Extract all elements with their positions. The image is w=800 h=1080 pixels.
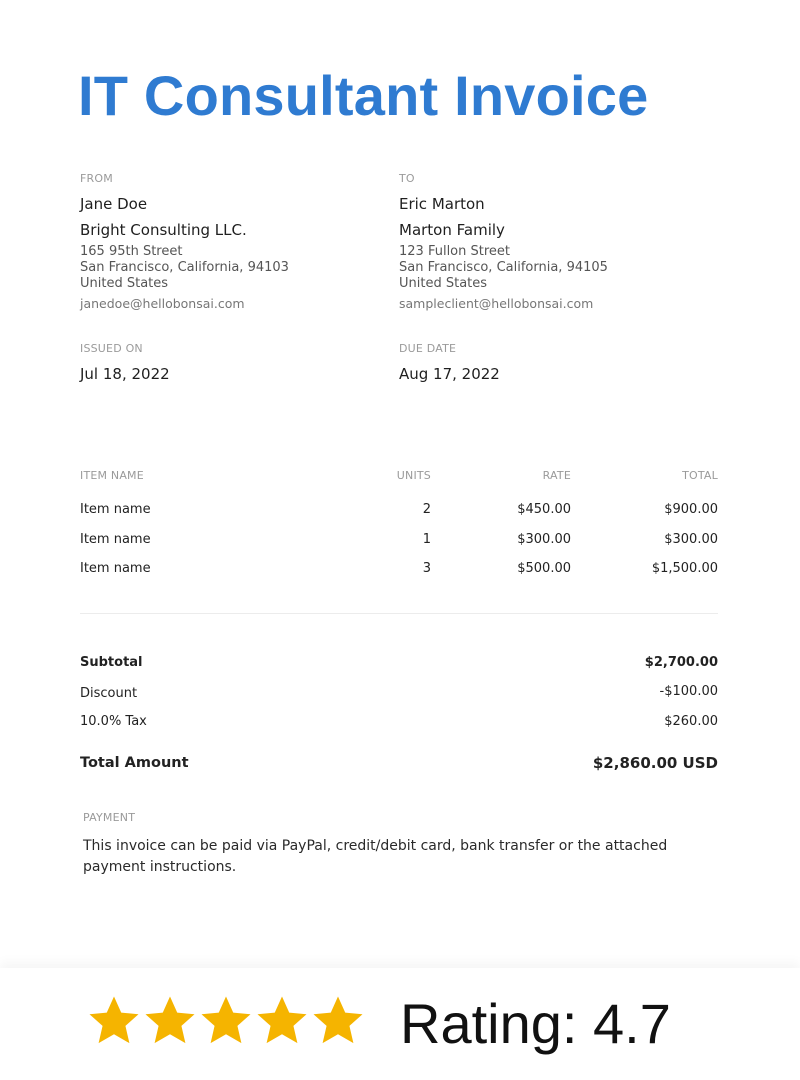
from-name: Jane Doe bbox=[80, 195, 148, 213]
row-item-name: Item name bbox=[80, 532, 151, 547]
total-amount-value: $2,860.00 USD bbox=[592, 754, 718, 772]
to-email: sampleclient@hellobonsai.com bbox=[399, 296, 594, 311]
to-country: United States bbox=[399, 276, 488, 291]
row-units: 2 bbox=[422, 502, 431, 517]
star-icon bbox=[310, 993, 366, 1049]
header-rate: RATE bbox=[542, 469, 571, 482]
tax-value: $260.00 bbox=[664, 714, 718, 729]
rating-stars bbox=[86, 993, 366, 1053]
to-address-line2: San Francisco, California, 94105 bbox=[399, 260, 608, 275]
from-address-line2: San Francisco, California, 94103 bbox=[80, 260, 289, 275]
issued-on-date: Jul 18, 2022 bbox=[80, 365, 170, 383]
row-total: $900.00 bbox=[664, 502, 718, 517]
issued-on-label: ISSUED ON bbox=[80, 342, 143, 355]
table-divider bbox=[80, 613, 718, 614]
row-units: 1 bbox=[422, 532, 431, 547]
row-item-name: Item name bbox=[80, 561, 151, 576]
from-email: janedoe@hellobonsai.com bbox=[80, 296, 245, 311]
invoice-title: IT Consultant Invoice bbox=[78, 64, 649, 127]
row-item-name: Item name bbox=[80, 502, 151, 517]
rating-text: Rating: 4.7 bbox=[400, 992, 671, 1055]
row-rate: $500.00 bbox=[517, 561, 571, 576]
from-address-line1: 165 95th Street bbox=[80, 244, 183, 259]
star-icon bbox=[254, 993, 310, 1049]
row-total: $300.00 bbox=[664, 532, 718, 547]
from-company: Bright Consulting LLC. bbox=[80, 221, 247, 239]
tax-label: 10.0% Tax bbox=[80, 714, 147, 729]
row-rate: $450.00 bbox=[517, 502, 571, 517]
star-icon bbox=[142, 993, 198, 1049]
to-name: Eric Marton bbox=[399, 195, 485, 213]
header-total: TOTAL bbox=[682, 469, 718, 482]
row-total: $1,500.00 bbox=[651, 561, 718, 576]
subtotal-label: Subtotal bbox=[80, 655, 143, 670]
header-units: UNITS bbox=[396, 469, 431, 482]
star-icon bbox=[86, 993, 142, 1049]
total-amount-label: Total Amount bbox=[80, 755, 189, 771]
discount-value: -$100.00 bbox=[659, 684, 718, 699]
subtotal-value: $2,700.00 bbox=[644, 655, 718, 670]
to-label: TO bbox=[399, 172, 415, 185]
row-units: 3 bbox=[422, 561, 431, 576]
payment-label: PAYMENT bbox=[83, 811, 136, 824]
from-country: United States bbox=[80, 276, 169, 291]
star-icon bbox=[198, 993, 254, 1049]
due-date-value: Aug 17, 2022 bbox=[399, 365, 500, 383]
header-item-name: ITEM NAME bbox=[80, 469, 144, 482]
from-label: FROM bbox=[80, 172, 113, 185]
discount-label: Discount bbox=[80, 686, 138, 701]
to-company: Marton Family bbox=[399, 221, 505, 239]
payment-instructions: This invoice can be paid via PayPal, credit/debit card, bank transfer or the attached payment instructions. bbox=[83, 838, 668, 875]
to-address-line1: 123 Fullon Street bbox=[399, 244, 511, 259]
row-rate: $300.00 bbox=[517, 532, 571, 547]
due-date-label: DUE DATE bbox=[399, 342, 457, 355]
